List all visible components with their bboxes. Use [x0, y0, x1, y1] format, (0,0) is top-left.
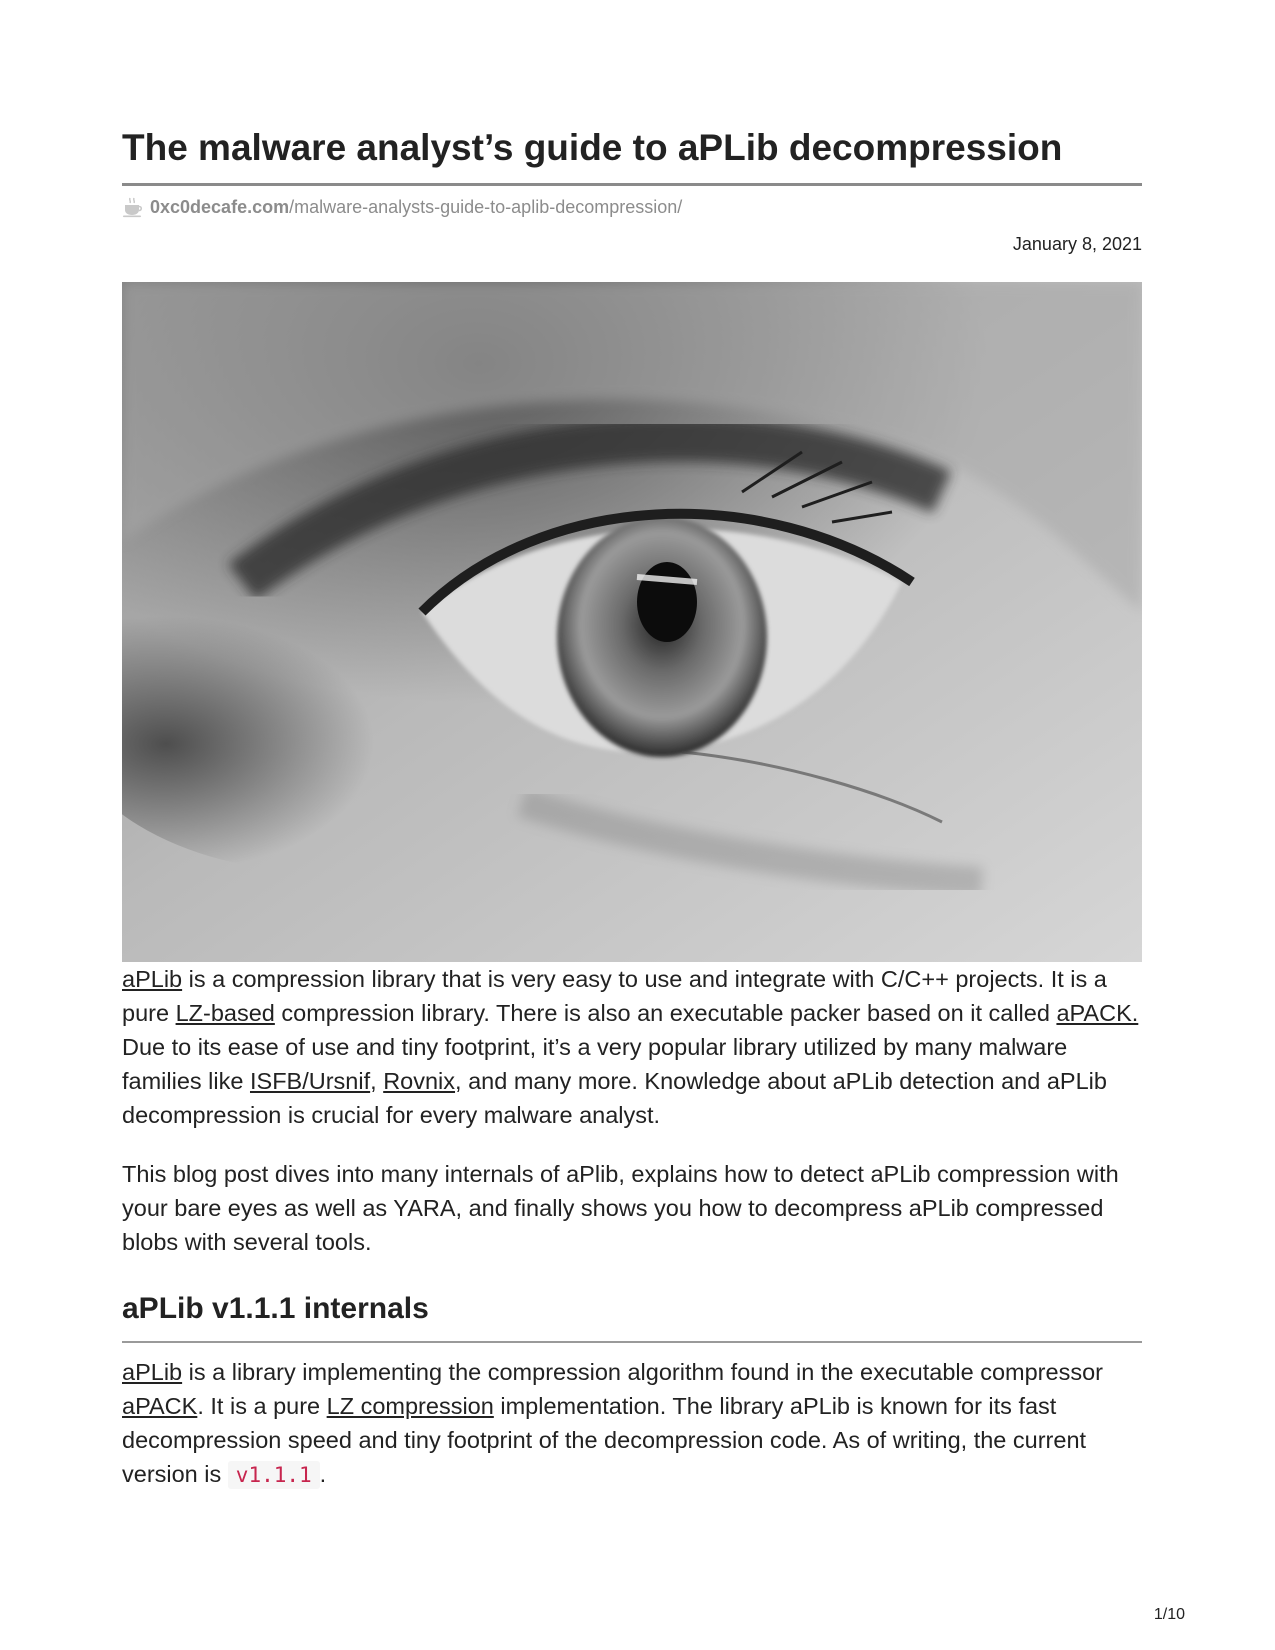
hero-image	[122, 282, 1142, 962]
para1-text-1: is a compression library that is very easy to use and integrate with C/C++ projects. It is a pure	[122, 966, 1107, 1026]
version-code: v1.1.1	[228, 1461, 320, 1489]
section-heading: aPLib v1.1.1 internals	[122, 1292, 429, 1325]
page-number: 1/10	[1153, 1606, 1185, 1623]
intro-paragraph	[122, 962, 1142, 1132]
source-line	[122, 195, 682, 219]
para3-text-1: is a library implementing the compression algorithm found in the executable compressor	[182, 1359, 1103, 1385]
para3-text-4: .	[319, 1461, 327, 1487]
overview-paragraph: This blog post dives into many internals of aPlib, explains how to detect aPLib compression with your bare eyes as well as YARA, and finally shows you how to decompress aPLib compressed blobs with several tools.	[122, 1161, 1119, 1255]
rovnix-link[interactable]: Rovnix	[383, 1068, 456, 1094]
apack-link[interactable]: aPACK.	[1056, 1000, 1139, 1026]
aplib-link[interactable]: aPLib	[122, 966, 183, 992]
para3-text-3: implementation. The library aPLib is known for its fast decompression speed and tiny footprint of the decompression code. As of writing, the current version is	[122, 1393, 1087, 1487]
publish-date: January 8, 2021	[1012, 234, 1142, 254]
para1-text-5: , and many more. Knowledge about aPLib detection and aPLib decompression is crucial for every malware analyst.	[122, 1068, 1107, 1128]
source-domain[interactable]: 0xc0decafe.com	[150, 196, 290, 217]
lz-compression-link[interactable]: LZ compression	[326, 1393, 494, 1419]
section-divider	[122, 1341, 1142, 1343]
article-title: The malware analyst’s guide to aPLib decompression	[122, 127, 1063, 168]
lz-based-link[interactable]: LZ-based	[175, 1000, 275, 1026]
internals-paragraph	[122, 1355, 1142, 1492]
eye-photo-image	[122, 282, 1142, 962]
para1-text-2: compression library. There is also an executable packer based on it called	[274, 1000, 1057, 1026]
source-path[interactable]: /malware-analysts-guide-to-aplib-decompression/	[289, 196, 683, 217]
para1-text-3: Due to its ease of use and tiny footprint, it’s a very popular library utilized by many malware families like	[122, 1034, 1068, 1094]
title-divider	[122, 183, 1142, 186]
coffee-cup-icon	[122, 196, 144, 218]
para3-text-2: . It is a pure	[197, 1393, 327, 1419]
aplib-link-2[interactable]: aPLib	[122, 1359, 183, 1385]
isfb-ursnif-link[interactable]: ISFB/Ursnif	[249, 1068, 371, 1094]
apack-link-2[interactable]: aPACK	[122, 1393, 198, 1419]
para1-text-4: ,	[370, 1068, 384, 1094]
